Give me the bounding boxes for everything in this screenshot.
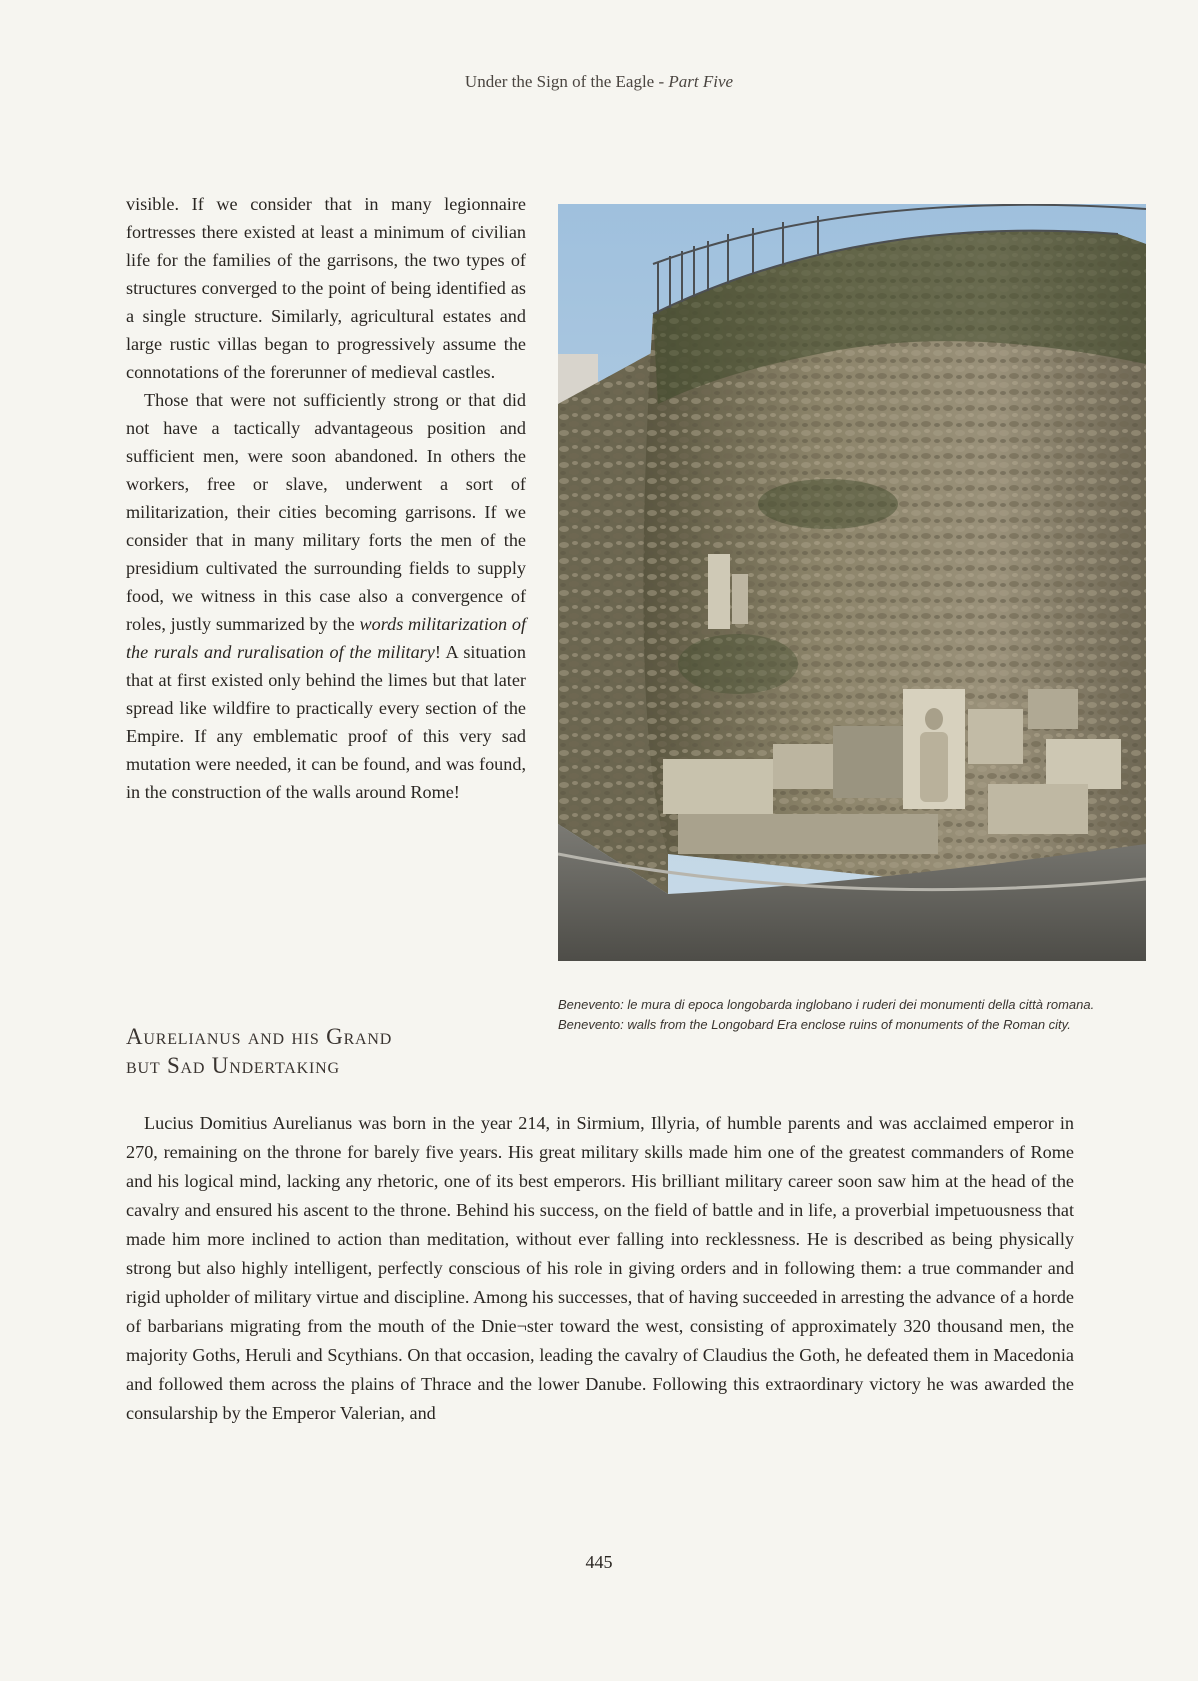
page-number: 445	[585, 1552, 613, 1572]
caption-italian: Benevento: le mura di epoca longobarda inglobano i ruderi dei monumenti della città romana.	[558, 997, 1095, 1012]
left-column-text	[126, 190, 526, 806]
paragraph-1: visible. If we consider that in many legionnaire fortresses there existed at least a minimum of civilian life for the families of the garrisons, the two types of structures converged to the point of being identified as a single structure. Similarly, agricultural estates and large rustic villas began to progressively assume the connotations of the forerunner of medieval castles.	[126, 194, 526, 382]
paragraph-2	[126, 386, 526, 806]
photo-benevento-walls	[558, 204, 1146, 961]
paragraph-2-end: ! A situation that at first existed only behind the limes but that later spread like wildfire to practically every section of the Empire. If any emblematic proof of this very sad mutation were needed, it can be found, and was found, in the construction of the walls around Rome!	[126, 642, 526, 802]
section-heading-line-1: Aurelianus and his Grand	[126, 1024, 393, 1049]
photo-caption	[558, 996, 1148, 1036]
section-heading	[126, 1022, 546, 1080]
paragraph-2-italic: words militarization of the rurals and ruralisation of the military	[126, 614, 526, 662]
running-head	[0, 72, 1198, 92]
running-head-part: Part Five	[668, 72, 734, 91]
running-head-separator: -	[658, 72, 665, 91]
caption-english: Benevento: walls from the Longobard Era enclose ruins of monuments of the Roman city.	[558, 1017, 1071, 1032]
running-head-title: Under the Sign of the Eagle	[464, 72, 655, 91]
paragraph-2-start: Those that were not sufficiently strong or that did not have a tactically advantageous position and sufficient men, were soon abandoned. In others the workers, free or slave, underwent a sort of militarization, their cities becoming garrisons. If we consider that in many military forts the men of the presidium cultivated the surrounding fields to supply food, we witness in this case also a convergence of roles, justly summarized by the	[126, 390, 526, 634]
main-body-paragraph: Lucius Domitius Aurelianus was born in the year 214, in Sirmium, Illyria, of humble parents and was acclaimed emperor in 270, remaining on the throne for barely five years. His great military skills made him one of the greatest commanders of Rome and his logical mind, lacking any rhetoric, one of its best emperors. His brilliant military career soon saw him at the head of the cavalry and ensured his ascent to the throne. Behind his success, on the field of battle and in life, a proverbial impetuousness that made him more inclined to action than meditation, without ever falling into recklessness. He is described as being physically strong but also highly intelligent, perfectly conscious of his role in giving orders and in following them: a true commander and rigid upholder of military virtue and discipline. Among his successes, that of having succeeded in arresting the advance of a horde of barbarians migrating from the mouth of the Dnie¬ster toward the west, consisting of approximately 320 thousand men, the majority Goths, Heruli and Scythians. On that occasion, leading the cavalry of Claudius the Goth, he defeated them in Macedonia and followed them across the plains of Thrace and the lower Danube. Following this extraordinary victory he was awarded the consularship by the Emperor Valerian, and	[126, 1113, 1074, 1423]
section-heading-line-2: but Sad Undertaking	[126, 1053, 340, 1078]
